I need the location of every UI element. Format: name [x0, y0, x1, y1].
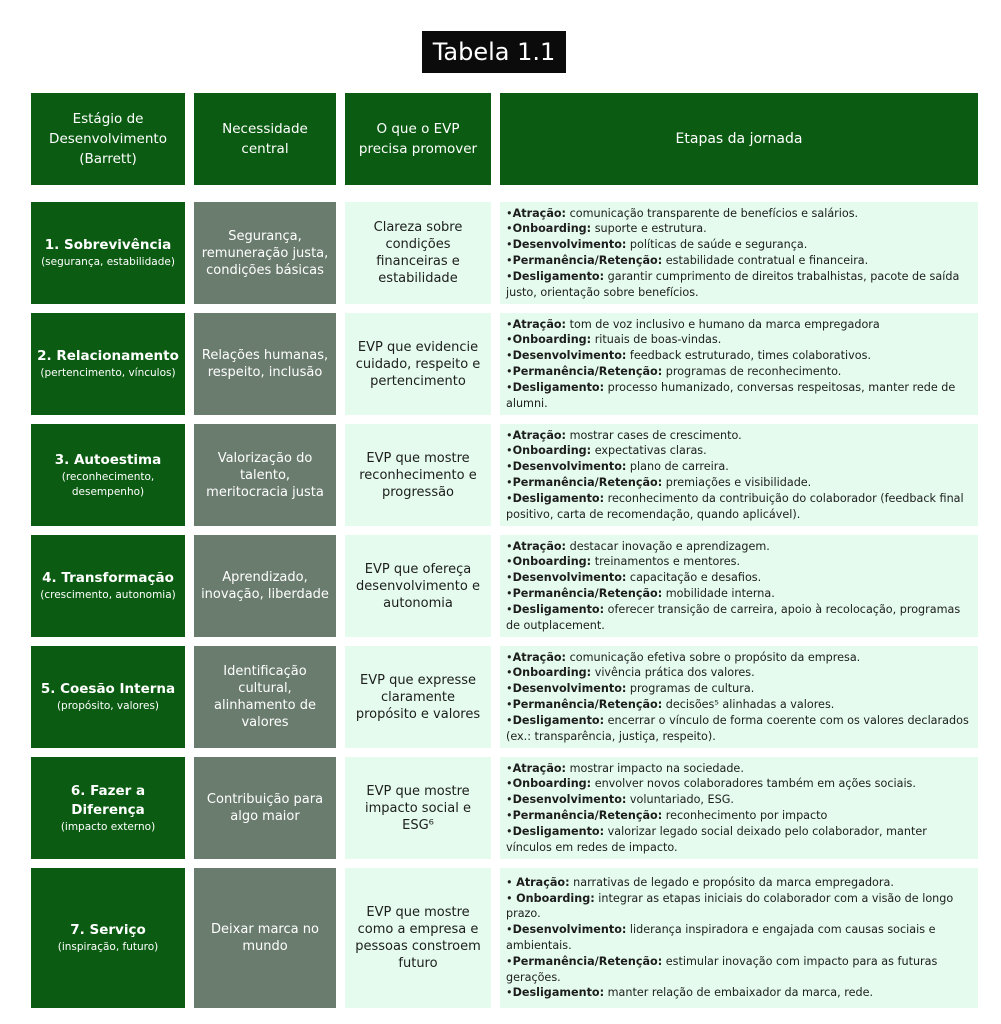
journey-item [506, 586, 972, 602]
journey-stage-label: Atração: [512, 317, 567, 331]
journey-stage-label: Desenvolvimento: [512, 460, 627, 474]
stage-title: 3. Autoestima [54, 451, 162, 468]
journey-cell [500, 535, 978, 637]
journey-stage-text: estabilidade contratual e financeira. [662, 254, 869, 267]
journey-stage-label: Desligamento: [512, 986, 605, 1000]
journey-stage-label: Atração: [512, 761, 567, 775]
journey-item [506, 875, 972, 891]
journey-stage-label: Desligamento: [512, 269, 605, 283]
journey-item [506, 650, 972, 666]
journey-stage-label: Onboarding: [516, 891, 595, 905]
journey-stage-text: voluntariado, ESG. [626, 793, 734, 807]
journey-item [506, 348, 972, 364]
journey-list [506, 206, 972, 301]
stage-cell [31, 424, 185, 526]
journey-bullet: • [506, 875, 517, 889]
journey-stage-label: Onboarding: [512, 444, 592, 458]
journey-item [506, 665, 972, 681]
header-need: Necessidade central [194, 93, 336, 185]
journey-stage-text: suporte e estrutura. [591, 222, 707, 236]
journey-cell [500, 757, 978, 859]
journey-stage-label: Desligamento: [512, 602, 605, 616]
journey-item [506, 491, 972, 523]
journey-stage-label: Desenvolvimento: [512, 349, 627, 363]
journey-bullet: • [506, 539, 513, 553]
journey-stage-text: envolver novos colaboradores também em ações sociais. [591, 777, 916, 791]
journey-stage-text: mostrar cases de crescimento. [566, 428, 742, 442]
journey-stage-text: plano de carreira. [626, 460, 729, 474]
journey-item [506, 697, 972, 713]
journey-cell [500, 646, 978, 748]
journey-stage-text: processo humanizado, conversas respeitosas, manter rede de alumni. [506, 380, 956, 410]
stage-cell [31, 313, 185, 415]
journey-bullet: • [506, 206, 513, 220]
journey-item [506, 713, 972, 745]
need-cell: Aprendizado, inovação, liberdade [194, 535, 336, 637]
journey-stage-label: Atração: [512, 428, 567, 442]
journey-bullet: • [506, 698, 513, 711]
journey-stage-text: comunicação efetiva sobre o propósito da empresa. [566, 650, 861, 664]
journey-item [506, 332, 972, 348]
journey-bullet: • [506, 444, 513, 458]
evp-cell: EVP que ofereça desenvolvimento e autonomia [345, 535, 491, 637]
stage-subtitle: (reconhecimento, desempenho) [61, 470, 155, 498]
stage-title: 4. Transformação [42, 570, 174, 586]
journey-bullet: • [506, 761, 513, 775]
journey-bullet: • [506, 891, 517, 905]
journey-stage-text: vivência prática dos valores. [591, 666, 755, 680]
journey-bullet: • [506, 682, 513, 696]
journey-stage-label: Desligamento: [512, 491, 605, 505]
journey-item [506, 808, 972, 824]
journey-stage-label: Onboarding: [512, 222, 592, 236]
journey-stage-text: programas de reconhecimento. [662, 365, 842, 378]
journey-stage-text: capacitação e desafios. [626, 571, 762, 585]
journey-stage-text: rituais de boas-vindas. [591, 333, 722, 347]
stage-cell [31, 757, 185, 859]
journey-stage-text: mostrar impacto na sociedade. [566, 761, 744, 775]
journey-bullet: • [506, 650, 513, 664]
journey-list [506, 875, 972, 1001]
stage-title: 1. Sobrevivência [44, 237, 172, 253]
journey-item [506, 985, 972, 1001]
header-evp: O que o EVP precisa promover [345, 93, 491, 185]
evp-cell: EVP que mostre como a empresa e pessoas constroem futuro [345, 868, 491, 1008]
journey-item [506, 475, 972, 491]
journey-stage-text: encerrar o vínculo de forma coerente com os valores declarados (ex.: transparência, justiça, respeito). [506, 713, 969, 743]
journey-bullet: • [506, 986, 513, 1000]
journey-item [506, 443, 972, 459]
stage-subtitle: (crescimento, autonomia) [40, 589, 176, 601]
journey-item [506, 237, 972, 253]
journey-stage-text: premiações e visibilidade. [662, 476, 812, 489]
journey-bullet: • [506, 238, 513, 252]
journey-list [506, 539, 972, 634]
journey-bullet: • [506, 923, 513, 937]
journey-cell [500, 424, 978, 526]
stage-title: 5. Coesão Interna [40, 681, 176, 697]
stage-title: 6. Fazer a Diferença [70, 782, 146, 818]
journey-stage-label: Desligamento: [512, 380, 605, 394]
journey-stage-label: Desenvolvimento: [512, 571, 627, 585]
journey-bullet: • [506, 380, 513, 394]
journey-bullet: • [506, 571, 513, 585]
journey-bullet: • [506, 365, 513, 378]
evp-cell: EVP que mostre reconhecimento e progressão [345, 424, 491, 526]
stage-cell [31, 868, 185, 1008]
stage-title: 2. Relacionamento [37, 348, 179, 364]
journey-bullet: • [506, 491, 513, 505]
journey-bullet: • [506, 809, 513, 822]
journey-stage-text: programas de cultura. [626, 682, 755, 696]
development-stages-table [31, 93, 977, 1008]
journey-item [506, 317, 972, 333]
journey-stage-label: Onboarding: [512, 333, 592, 347]
need-cell: Segurança, remuneração justa, condições básicas [194, 202, 336, 304]
journey-stage-text: valorizar legado social deixado pelo colaborador, manter vínculos em redes de impacto. [506, 824, 927, 854]
journey-item [506, 380, 972, 412]
need-cell: Valorização do talento, meritocracia justa [194, 424, 336, 526]
journey-stage-text: oferecer transição de carreira, apoio à recolocação, programas de outplacement. [506, 602, 961, 632]
journey-stage-text: feedback estruturado, times colaborativos. [626, 349, 872, 363]
journey-item [506, 539, 972, 555]
journey-stage-text: políticas de saúde e segurança. [626, 238, 808, 252]
journey-item [506, 428, 972, 444]
journey-stage-label: Onboarding: [512, 777, 592, 791]
journey-bullet: • [506, 587, 513, 600]
journey-stage-text: comunicação transparente de benefícios e salários. [566, 206, 859, 220]
stage-subtitle: (propósito, valores) [56, 700, 160, 712]
journey-stage-label: Permanência/Retenção: [512, 587, 663, 600]
journey-bullet: • [506, 555, 513, 569]
journey-stage-label: Onboarding: [512, 555, 592, 569]
journey-item [506, 761, 972, 777]
journey-item [506, 459, 972, 475]
journey-stage-label: Desenvolvimento: [512, 923, 627, 937]
journey-bullet: • [506, 460, 513, 474]
journey-bullet: • [506, 793, 513, 807]
journey-stage-text: reconhecimento por impacto [662, 809, 828, 822]
journey-bullet: • [506, 222, 513, 236]
journey-item [506, 681, 972, 697]
journey-item [506, 922, 972, 954]
journey-stage-text: decisões⁵ alinhadas a valores. [662, 698, 835, 711]
journey-item [506, 269, 972, 301]
journey-stage-label: Desligamento: [512, 824, 605, 838]
stage-subtitle: (pertencimento, vínculos) [40, 367, 176, 379]
journey-stage-label: Desligamento: [512, 713, 605, 727]
journey-stage-text: garantir cumprimento de direitos trabalhistas, pacote de saída justo, orientação sobre benefícios. [506, 269, 960, 299]
evp-cell: EVP que mostre impacto social e ESG⁶ [345, 757, 491, 859]
journey-stage-text: integrar as etapas iniciais do colaborador com a visão de longo prazo. [506, 891, 954, 921]
stage-cell [31, 202, 185, 304]
journey-stage-label: Permanência/Retenção: [512, 254, 663, 267]
journey-list [506, 761, 972, 856]
stage-subtitle: (inspiração, futuro) [57, 941, 159, 953]
journey-cell [500, 202, 978, 304]
journey-stage-label: Atração: [512, 206, 567, 220]
journey-item [506, 891, 972, 923]
journey-stage-label: Atração: [516, 875, 570, 889]
journey-stage-text: mobilidade interna. [662, 587, 775, 600]
journey-bullet: • [506, 602, 513, 616]
journey-cell [500, 868, 978, 1008]
journey-stage-text: estimular inovação com impacto para as futuras gerações. [506, 954, 938, 984]
journey-stage-label: Permanência/Retenção: [512, 365, 663, 378]
header-stage: Estágio de Desenvolvimento (Barrett) [31, 93, 185, 185]
journey-bullet: • [506, 269, 513, 283]
need-cell: Deixar marca no mundo [194, 868, 336, 1008]
journey-item [506, 602, 972, 634]
header-journey: Etapas da jornada [500, 93, 978, 185]
stage-subtitle: (impacto externo) [60, 820, 156, 833]
journey-list [506, 317, 972, 412]
journey-bullet: • [506, 777, 513, 791]
journey-bullet: • [506, 333, 513, 347]
journey-stage-text: expectativas claras. [591, 444, 707, 458]
stage-subtitle: (segurança, estabilidade) [41, 256, 175, 268]
journey-bullet: • [506, 349, 513, 363]
journey-stage-label: Permanência/Retenção: [512, 954, 663, 968]
journey-item [506, 206, 972, 222]
journey-item [506, 954, 972, 986]
need-cell: Relações humanas, respeito, inclusão [194, 313, 336, 415]
journey-item [506, 253, 972, 269]
journey-stage-text: treinamentos e mentores. [591, 555, 741, 569]
journey-bullet: • [506, 824, 513, 838]
journey-stage-label: Desenvolvimento: [512, 238, 627, 252]
journey-bullet: • [506, 954, 513, 968]
journey-stage-text: narrativas de legado e propósito da marca empregadora. [569, 875, 894, 889]
journey-stage-label: Permanência/Retenção: [512, 809, 663, 822]
journey-stage-label: Atração: [512, 650, 567, 664]
journey-bullet: • [506, 254, 513, 267]
stage-title: 7. Serviço [70, 922, 146, 938]
journey-stage-text: tom de voz inclusivo e humano da marca empregadora [566, 317, 880, 331]
journey-stage-label: Permanência/Retenção: [512, 698, 663, 711]
journey-stage-label: Permanência/Retenção: [512, 476, 663, 489]
journey-item [506, 792, 972, 808]
journey-item [506, 776, 972, 792]
journey-stage-text: manter relação de embaixador da marca, rede. [604, 986, 874, 1000]
need-cell: Identificação cultural, alinhamento de valores [194, 646, 336, 748]
journey-stage-text: destacar inovação e aprendizagem. [566, 539, 770, 553]
journey-stage-label: Atração: [512, 539, 567, 553]
journey-cell [500, 313, 978, 415]
journey-item [506, 364, 972, 380]
journey-bullet: • [506, 317, 513, 331]
journey-stage-label: Onboarding: [512, 666, 592, 680]
journey-list [506, 650, 972, 745]
journey-stage-text: liderança inspiradora e engajada com causas sociais e ambientais. [506, 923, 936, 952]
journey-list [506, 428, 972, 523]
journey-stage-text: reconhecimento da contribuição do colaborador (feedback final positivo, carta de recomendação, quando aplicável). [506, 491, 964, 521]
evp-cell: EVP que evidencie cuidado, respeito e pertencimento [345, 313, 491, 415]
journey-bullet: • [506, 713, 513, 727]
journey-item [506, 824, 972, 856]
journey-bullet: • [506, 666, 513, 680]
evp-cell: EVP que expresse claramente propósito e valores [345, 646, 491, 748]
journey-bullet: • [506, 428, 513, 442]
stage-cell [31, 646, 185, 748]
need-cell: Contribuição para algo maior [194, 757, 336, 859]
journey-stage-label: Desenvolvimento: [512, 793, 627, 807]
journey-item [506, 221, 972, 237]
journey-item [506, 570, 972, 586]
journey-item [506, 554, 972, 570]
journey-stage-label: Desenvolvimento: [512, 682, 627, 696]
journey-bullet: • [506, 476, 513, 489]
table-title: Tabela 1.1 [422, 31, 566, 73]
stage-cell [31, 535, 185, 637]
evp-cell: Clareza sobre condições financeiras e estabilidade [345, 202, 491, 304]
